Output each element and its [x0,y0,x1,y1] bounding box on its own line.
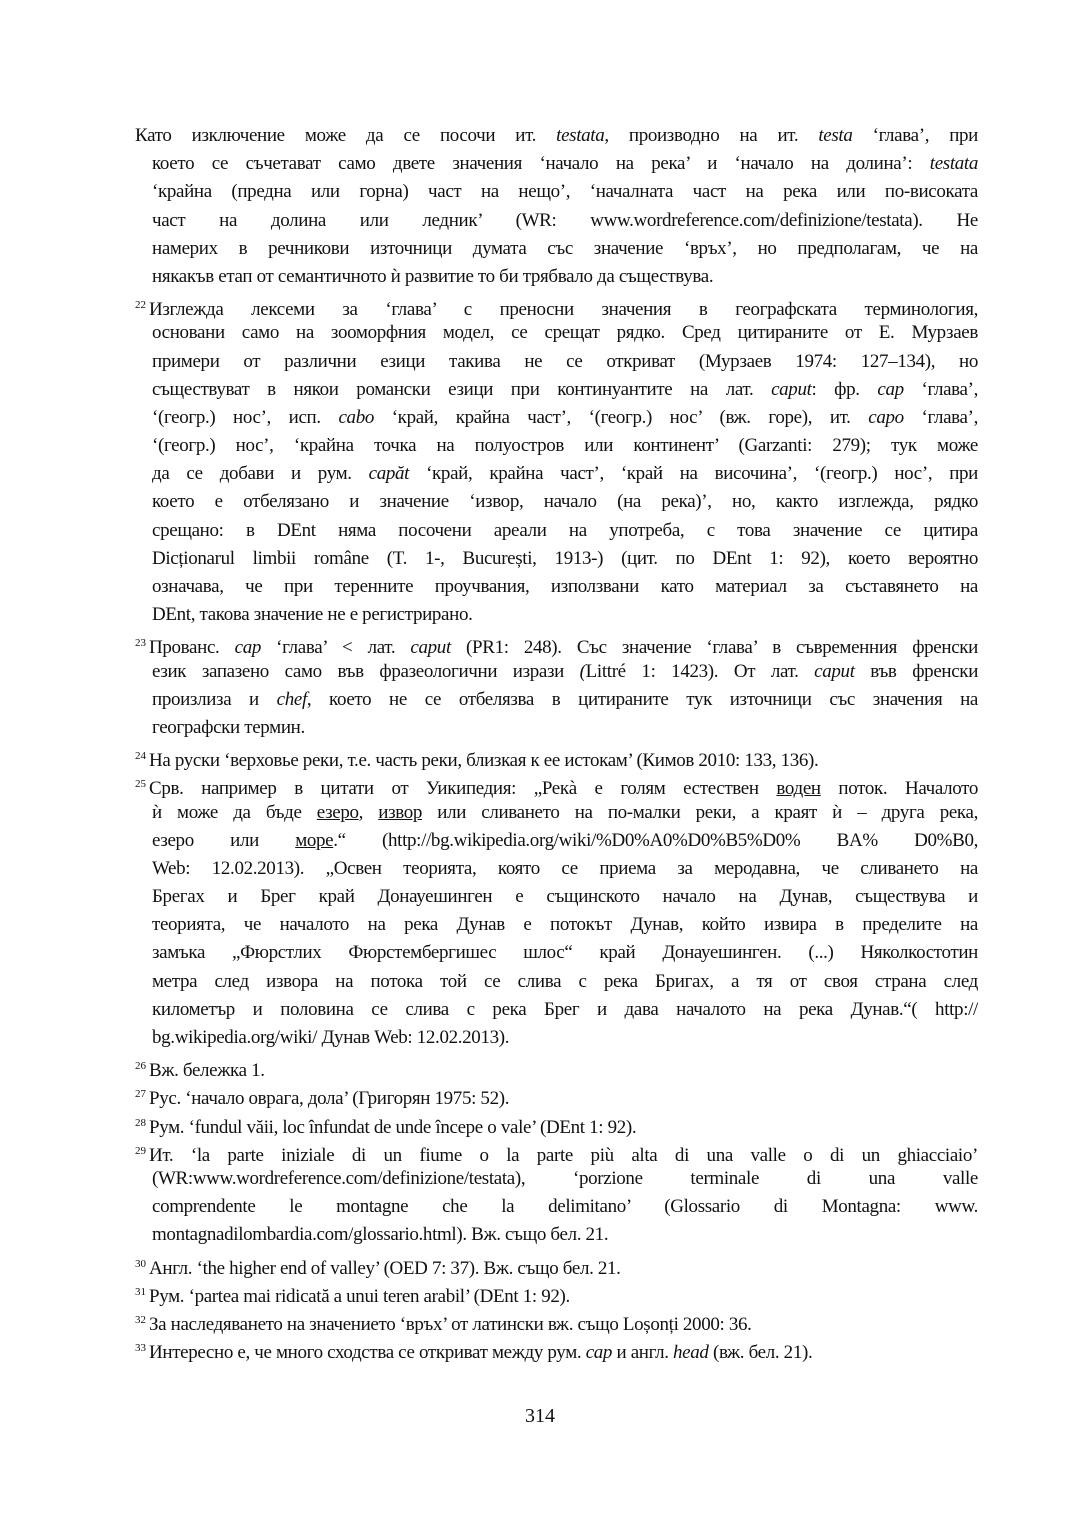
text-line [135,263,978,291]
text-run: Брегах и Брег край Донауешинген е същинското начало на Дунав, съществува и [152,886,978,908]
text-line [135,883,978,911]
text-line [135,827,978,855]
text-line [135,1278,978,1306]
text-line [135,1334,978,1362]
footnote-32 [135,1306,978,1334]
text-run: във френски [854,660,978,682]
text-run: езеро или [152,829,296,851]
italic-term: capăt [368,463,410,485]
text-line [135,911,978,939]
text-run: bg.wikipedia.org/wiki/ Дунав Web: 12.02.2013). [152,1027,510,1048]
footnote-30 [135,1250,978,1278]
text-line [135,319,978,347]
text-run: Littré 1: 1423). От лат. [585,660,815,682]
text-run: (вж. бел. 21). [708,1342,813,1363]
text-run: Ит. ‘la parte iniziale di un fiume o la parte più alta di una valle o di un ghiacciaio’ [149,1144,978,1165]
text-line [135,517,978,545]
footnote-26 [135,1052,978,1080]
text-run: поток. Началото [820,778,978,799]
text-line [135,376,978,404]
italic-term: testata [929,153,978,175]
text-line [135,855,978,883]
text-run: , [358,801,379,823]
text-line [135,1109,978,1137]
text-run: Прованс. [149,637,235,658]
text-run: (WR:www.wordreference.com/definizione/testata), ‘porzione terminale di una valle [152,1167,978,1189]
text-line [135,545,978,573]
text-run: намерих в речникови източници думата със значение ‘връх’, но предполагам, че на [152,237,978,259]
text-line [135,1193,978,1221]
text-line [135,1306,978,1334]
text-run: ‘край, крайна част’, ‘(геогр.) нос’ (вж. горе), ит. [374,406,869,428]
text-line [135,1080,978,1108]
italic-term: capo [868,406,904,428]
text-run: ‘глава’, [903,378,978,400]
italic-term: caput [771,378,812,400]
body-paragraph [135,122,978,291]
text-line [135,1024,978,1052]
text-line [135,968,978,996]
text-line [135,460,978,488]
text-line [135,348,978,376]
italic-term: ( [579,660,586,682]
italic-term: cap [585,1342,613,1363]
italic-term: caput [814,660,855,682]
text-run: някакъв етап от семантичното ѝ развитие то би трябвало да съществува. [152,265,714,287]
text-run: , което не се отбелязва в цитираните тук източници със значения на [306,688,978,710]
text-run: Рум. ‘partea mai ridicată a unui teren arabil’ (DEnt 1: 92). [149,1285,570,1306]
footnote-number: 24 [135,750,146,763]
text-line [135,122,978,150]
text-run: : фр. [811,378,878,400]
text-run: ѝ може да бъде [152,801,317,823]
text-run: географски термин. [152,716,305,738]
italic-term: chef [276,688,307,710]
footnote-29 [135,1137,978,1250]
text-run: .“ (http://bg.wikipedia.org/wiki/%D0%A0%D0%B5%D0% BA% D0%B0, [333,829,978,851]
footnote-22 [135,291,978,629]
footnote-number: 26 [135,1060,146,1073]
text-line [135,601,978,629]
text-run: Изглежда лексеми за ‘глава’ с преносни значения в географската терминология, [149,299,978,320]
text-run: метра след извора на потока той се слива с река Бригах, а тя от своя страна след [152,970,978,992]
text-run: , производно на ит. [604,125,819,146]
text-run: comprendente le montagne che la delimitano’ (Glossario di Montagna: www. [152,1196,978,1218]
text-line [135,939,978,967]
text-line [135,432,978,460]
text-run: теорията, че началото на река Дунав е потокът Дунав, който извира в пределите на [152,914,978,936]
italic-term: cap [234,637,261,658]
text-run: ‘глава’, при [852,125,978,146]
text-run: и англ. [612,1342,674,1363]
text-run: примери от различни езици такива не се откриват (Мурзаев 1974: 127–134), но [152,350,978,372]
text-run: (PR1: 248). Със значение ‘глава’ в съвременния френски [450,637,978,658]
text-run: ‘(геогр.) нос’, исп. [152,406,339,428]
italic-term: cabo [338,406,375,428]
page-body [135,122,978,1362]
italic-term: testata [556,125,605,146]
text-run: ‘глава’ < лат. [261,637,411,658]
text-line [135,742,978,770]
text-line [135,799,978,827]
text-run: срещано: в DEnt няма посочени ареали на употреба, с това значение се цитира [152,519,978,541]
text-run: произлиза и [152,688,277,710]
text-run: Срв. например в цитати от Уикипедия: „Рекà е голям естествен [149,778,777,799]
text-run: език запазено само във фразеологични изрази [152,660,580,682]
italic-term: caput [410,637,451,658]
text-run: Англ. ‘the higher end of valley’ (OED 7: 37). Вж. също бел. 21. [149,1257,621,1278]
text-line [135,178,978,206]
text-line [135,235,978,263]
footnote-number: 28 [135,1116,146,1129]
text-line [135,686,978,714]
text-line [135,770,978,798]
text-run: За наследяването на значението ‘връх’ от латински вж. също Loșonți 2000: 36. [149,1313,752,1335]
text-run: Web: 12.02.2013). „Освен теорията, която се приема за меродавна, че сливането на [152,857,978,879]
footnote-24 [135,742,978,770]
text-run: съществуват в някои романски езици при континуантите на лат. [152,378,772,400]
italic-term: cap [877,378,904,400]
text-run: замъка „Фюрстлих Фюрстембергишес шлос“ край Донауешинген. (...) Няколкостотин [152,942,978,964]
footnote-number: 29 [135,1144,146,1157]
footnote-number: 33 [135,1342,146,1355]
text-line [135,1221,978,1249]
text-line [135,1137,978,1165]
footnote-33 [135,1334,978,1362]
text-run: част на долина или ледник’ (WR: www.wordreference.com/definizione/testata). Не [152,209,978,231]
text-run: DEnt, такова значение не е регистрирано. [152,604,473,626]
text-line [135,996,978,1024]
text-line [135,1052,978,1080]
page-number: 314 [525,1405,555,1427]
text-run: ‘крайна (предна или горна) част на нещо’, ‘началната част на река или по-високата [152,181,978,203]
italic-term: head [673,1342,709,1363]
text-run: На руски ‘верховье реки, т.е. часть реки, близкая к ее истокам’ (Кимов 2010: 133, 136). [149,750,819,771]
text-line [135,207,978,235]
underlined-link-text: воден [776,778,821,799]
text-run: означава, че при теренните проучвания, използвани като материал за съставянето на [152,576,978,597]
text-run: Вж. бележка 1. [149,1060,265,1081]
footnote-number: 22 [135,299,146,312]
footnote-number: 30 [135,1257,146,1270]
underlined-link-text: извор [378,801,423,823]
footnote-28 [135,1109,978,1137]
text-line [135,291,978,319]
text-run: километър и половина се слива с река Брег и дава началото на река Дунав.“( http:// [152,998,978,1020]
footnote-25 [135,770,978,1052]
underlined-link-text: езеро [316,801,359,823]
text-run: Dicționarul limbii române (T. 1-, București, 1913-) (цит. по DEnt 1: 92), което вероятно [152,547,978,569]
text-run: или сливането на по-малки реки, а краят ѝ – друга река, [422,801,978,823]
text-run: да се добави и рум. [152,463,369,485]
text-run: ‘край, крайна част’, ‘край на височина’, ‘(геогр.) нос’, при [409,463,978,485]
footnote-number: 25 [135,778,146,791]
text-line [135,658,978,686]
text-run: Като изключение може да се посочи ит. [135,125,557,146]
text-run: Рум. ‘fundul văii, loc înfundat de unde începe o vale’ (DEnt 1: 92). [149,1116,637,1137]
footnote-31 [135,1278,978,1306]
footnote-23 [135,629,978,742]
text-line [135,573,978,601]
text-run: ‘(геогр.) нос’, ‘крайна точка на полуостров или континент’ (Garzanti: 279); тук може [152,435,978,457]
footnote-number: 23 [135,637,146,650]
text-run: което се съчетават само двете значения ‘начало на река’ и ‘начало на долина’: [152,153,930,175]
footnote-27 [135,1080,978,1108]
footnote-number: 31 [135,1285,146,1298]
text-line [135,1250,978,1278]
text-run: Интересно е, че много сходства се откриват между рум. [149,1342,586,1363]
text-line [135,488,978,516]
text-line [135,629,978,657]
text-line [135,1165,978,1193]
italic-term: testa [818,125,853,146]
text-run: ‘глава’, [903,406,978,428]
text-run: което е отбелязано и значение ‘извор, начало (на река)’, но, както изглежда, рядко [152,491,978,513]
underlined-link-text: море [295,829,334,851]
text-line [135,404,978,432]
text-run: Рус. ‘начало оврага, дола’ (Григорян 1975: 52). [149,1088,510,1109]
text-line [135,150,978,178]
footnote-number: 32 [135,1313,146,1326]
text-run: montagnadilombardia.com/glossario.html). Вж. също бел. 21. [152,1224,609,1246]
footnote-number: 27 [135,1088,146,1101]
text-line [135,714,978,742]
text-run: основани само на зооморфния модел, се срещат рядко. Сред цитираните от Е. Мурзаев [152,322,978,344]
